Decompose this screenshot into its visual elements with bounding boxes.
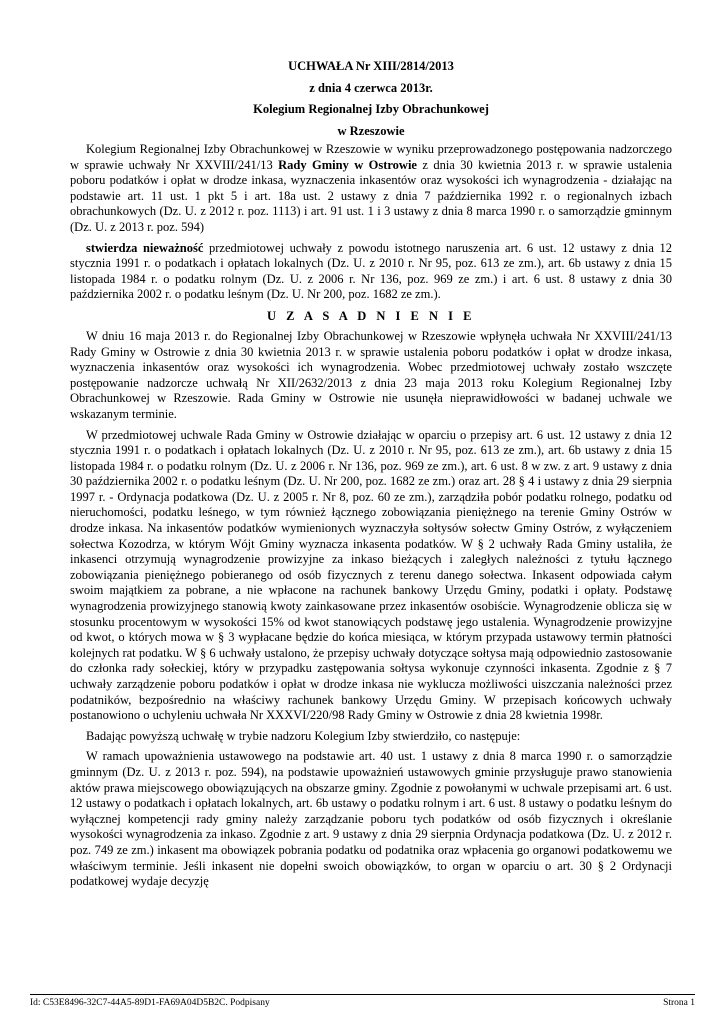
ruling-paragraph — [70, 241, 672, 303]
document-id: Id: C53E8496-32C7-44A5-89D1-FA69A04D5B2C. Podpisany — [30, 998, 270, 1008]
issuing-body: Kolegium Regionalnej Izby Obrachunkowej — [253, 102, 489, 116]
intro-part2: z dnia 30 kwietnia 2013 r. w sprawie ustalenia poboru podatków i opłat w drodze inkasa, wyznaczenia inkasentów oraz wysokości ich wynagrodzenia - działając na podstawie art. 11 ust. 1 pkt 5 i art. 18a ust. 2 ustawy z dnia 7 października 1992 r. o regionalnych izbach obrachunkowych (Dz. U. z 2012 r. poz. 1113) i art. 91 ust. 1 i 3 ustawy z dnia 8 marca 1990 r. o samorządzie gminnym (Dz. U. z 2013 r. poz. 594) — [70, 157, 673, 234]
justification-paragraph-1: W dniu 16 maja 2013 r. do Regionalnej Izby Obrachunkowej w Rzeszowie wpłynęła uchwała Nr XXVIII/241/13 Rady Gminy w Ostrowie z dnia 30 kwietnia 2013 r. w sprawie ustalenia poboru podatków i opłat w drodze inkasa, wyznaczenia inkasentów oraz wysokości ich wynagrodzenia. Wobec przedmiotowej uchwały zostało wszczęte postępowanie nadzorcze uchwałą Nr XII/2632/2013 z dnia 23 maja 2013 roku Kolegium Regionalnej Izby Obrachunkowej w Rzeszowie. Rada Gminy w Ostrowie nie usunęła nieprawidłowości w badanej uchwale we wskazanym terminie. — [70, 328, 672, 421]
justification-paragraph-4: W ramach upoważnienia ustawowego na podstawie art. 40 ust. 1 ustawy z dnia 8 marca 1990 r. o samorządzie gminnym (Dz. U. z 2013 r. poz. 594), na podstawie upoważnień ustawowych gminie przysługuje prawo stanowienia aktów prawa miejscowego obowiązujących na obszarze gminy. Zgodnie z powołanymi w uchwale przepisami art. 6 ust. 12 ustawy o podatkach i opłatach lokalnych, art. 6b ustawy o podatku rolnym i art. 6 ust. 8 ustawy o podatku leśnym do wyłącznej kompetencji rady gminy należy zarządzanie poboru tych podatków od osób fizycznych i określanie wysokości wynagrodzenia za inkaso. Zgodnie z art. 9 ustawy z dnia 29 sierpnia Ordynacja podatkowa (Dz. U. z 2012 r. poz. 749 ze zm.) inkasent ma obowiązek pobrania podatku od podatnika oraz wpłacenia go organowi podatkowemu we właściwym terminie. Jeśli inkasent nie dopełni swoich obowiązków, to organ w oparciu o art. 30 § 2 Ordynacji podatkowej wydaje decyzję — [70, 749, 672, 889]
resolution-title: UCHWAŁA Nr XIII/2814/2013 — [288, 59, 454, 73]
ruling-text: przedmiotowej uchwały z powodu istotnego naruszenia art. 6 ust. 12 ustawy z dnia 12 stycznia 1991 r. o podatkach i opłatach lokalnych (Dz. U. z 2010 r. Nr 95, poz. 613 ze zm.), art. 6b ustawy z dnia 15 listopada 1984 r. o podatku rolnym (Dz. U. z 2006 r. Nr 136, poz. 969 ze zm.) i art. 6 ust. 8 ustawy z dnia 30 października 2002 r. o podatku leśnym (Dz. U. Nr 200, poz. 1682 ze zm.). — [70, 240, 672, 302]
intro-part1: Kolegium Regionalnej Izby Obrachunkowej w Rzeszowie w wyniku przeprowadzonego postępowania nadzorczego w sprawie uchwały Nr XXVIII/241/13 — [70, 142, 672, 172]
justification-paragraph-3: Badając powyższą uchwałę w trybie nadzoru Kolegium Izby stwierdziło, co następuje: — [86, 728, 521, 743]
issuing-place: w Rzeszowie — [337, 123, 405, 138]
document-page — [70, 56, 672, 890]
page-footer — [30, 994, 695, 1008]
ruling-verdict: stwierdza nieważność — [86, 240, 204, 255]
justification-paragraph-2: W przedmiotowej uchwale Rada Gminy w Ostrowie działając w oparciu o przepisy art. 6 ust. 12 ustawy z dnia 12 stycznia 1991 r. o podatkach i opłatach lokalnych (Dz. U. z 2010 r. Nr 95, poz. 613 ze zm.), art. 6b ustawy z dnia 15 listopada 1984 r. o podatku rolnym (Dz. U. z 2006 r. Nr 136, poz. 969 ze zm.), art. 6 ust. 8 w zw. z art. 9 ustawy z dnia 30 października 2002 r. o podatku leśnym (Dz. U. Nr 200, poz. 1682 ze zm.) oraz art. 28 § 4 i ustawy z dnia 29 sierpnia 1997 r. - Ordynacja podatkowa (Dz. U. z 2005 r. Nr 8, poz. 60 ze zm.), zarządziła pobór podatku rolnego, podatku od nieruchomości, podatku leśnego, w tym również łącznego zobowiązania pieniężnego na terenie Gminy Ostrów w drodze inkasa. Na inkasentów podatków wymienionych wyznaczyła sołtysów sołectw Gminy Ostrów, z wyłączeniem sołectwa Kozodrza, w którym Wójt Gminy wyznacza inkasenta podatków. W § 2 uchwały Rada Gminy ustaliła, że inkasenci otrzymują wynagrodzenie prowizyjne za inkaso bieżących i zaległych należności z tytułu łącznego zobowiązania pieniężnego pobieranego od osób fizycznych z terenu danego sołectwa. Inkasent odpowiada całym swoim majątkiem za pobrane, a nie wpłacone na rachunek bankowy Urzędu Gminy, podatki i opłaty. Podstawę wynagrodzenia prowizyjnego stanowią kwoty zainkasowane przez inkasentów osobiście. Wynagrodzenie oblicza się w stosunku procentowym w wysokości 15% od kwot stanowiących podstawę jego ustalenia. Wynagrodzenie prowizyjne od kwot, o których mowa w § 3 wypłacane będzie do końca miesiąca, w którym przypada ustawowy termin płatności kolejnych rat podatku. W § 6 uchwały ustalono, że przepisy uchwały dotyczące sołtysa mają odpowiednio zastosowanie do członka rady sołeckiej, który w przypadku zastępowania sołtysa wykonuje czynności inkasenta. Zgodnie z § 7 uchwały zarządzenie poboru podatków i opłat w drodze inkasa nie wyklucza możliwości uiszczania należności przez podatników, bezpośrednio na właściwy rachunek bankowy Urzędu Gminy. W przepisach końcowych uchwały postanowiono o uchyleniu uchwała Nr XXXVI/220/98 Rady Gminy w Ostrowie z dnia 28 kwietnia 1998r. — [70, 427, 672, 723]
justification-heading: U Z A S A D N I E N I E — [267, 308, 475, 323]
intro-council-name: Rady Gminy w Ostrowie — [278, 157, 417, 172]
intro-paragraph — [70, 142, 672, 236]
page-number: Strona 1 — [663, 998, 695, 1008]
resolution-date: z dnia 4 czerwca 2013r. — [309, 80, 433, 95]
